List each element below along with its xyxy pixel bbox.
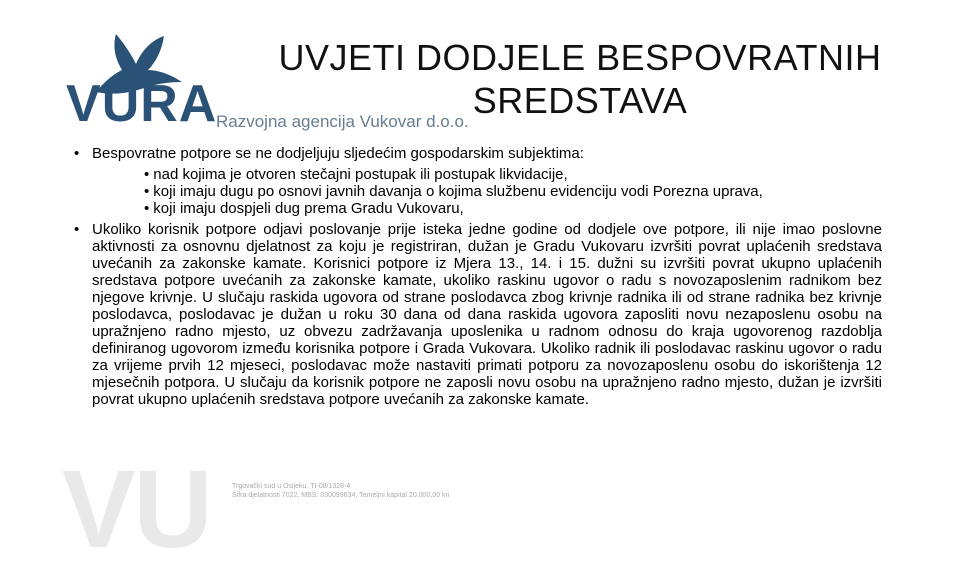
sub-bullet-dot: • — [144, 183, 150, 200]
logo-letters-ra: RA — [140, 75, 218, 133]
bullet-dot: • — [74, 145, 80, 162]
footer-line: Trgovački sud u Osijeku, Tt-08/1328-4 — [232, 483, 351, 490]
sub-bullet-dot: • — [144, 200, 150, 217]
bullet-item — [72, 145, 882, 162]
slide-content — [72, 145, 882, 412]
sub-bullet-item — [92, 200, 882, 217]
slide-title: UVJETI DODJELE BESPOVRATNIH SREDSTAVA — [278, 37, 882, 122]
sub-bullet-dot: • — [144, 166, 150, 183]
sub-bullet-text: koji imaju dospjeli dug prema Gradu Vukovaru, — [153, 200, 464, 217]
bullet-text: Bespovratne potpore se ne dodjeljuju sljedećim gospodarskim subjektima: — [92, 145, 584, 162]
footer-line: Šifra djelatnosti 7022, MBS: 030099634, Temeljni kapital 20.000,00 kn — [232, 492, 450, 499]
logo-letter-v: V — [66, 75, 102, 133]
logo-subtitle: Razvojna agencija Vukovar d.o.o. — [216, 112, 469, 131]
bullet-text: Ukoliko korisnik potpore odjavi poslovanje prije isteka jedne godine od dodjele ove potpore, ili nije imao poslovne aktivnosti za osnovnu djelatnost za koju je registriran, dužan je Gradu Vukovaru izvršiti povrat uplaćenih sredstava uvećanih za zakonske kamate. Korisnici potpore iz Mjera 13., 14. i 15. dužni su izvršiti povrat ukupno uplaćenih sredstava potpore uvećanih za zakonske kamate, ukoliko raskinu ugovor o radu s novozaposlenim radnikom bez njegove krivnje. U slučaju raskida ugovora od strane poslodavca zbog krivnje radnika ili od strane radnika bez krivnje poslodavca, poslodavac je dužan u roku 30 dana od dana raskida ugovora zaposliti novu nezaposlenu osobu na upražnjeno radno mjesto, uz obvezu zadržavanja uposlenika u radnom odnosu do kraja ugovorenog razdoblja definiranog ugovorom između korisnika potpore i Grada Vukovara. Ukoliko radnik ili poslodavac raskinu ugovor o radu za vrijeme prvih 12 mjeseci, poslodavac može nastaviti primati potporu za novozaposlenu osobu do iskorištenja 12 mjesečnih potpora. U slučaju da korisnik potpore ne zaposli novu osobu na upražnjeno radno mjesto, dužan je izvršiti povrat ukupno uplaćenih sredstava potpore uvećanih za zakonske kamate. — [92, 221, 882, 408]
footer-legal-text — [232, 482, 449, 500]
sub-bullet-text: nad kojima je otvoren stečajni postupak ili postupak likvidacije, — [153, 166, 568, 183]
sub-bullet-text: koji imaju dugu po osnovi javnih davanja o kojima službenu evidenciju vodi Porezna uprava, — [153, 183, 763, 200]
sub-bullet-item — [92, 183, 882, 200]
bullet-dot: • — [74, 221, 80, 238]
sub-bullet-item — [92, 166, 882, 183]
bullet-item — [72, 221, 882, 408]
sub-bullet-list — [92, 166, 882, 217]
footer-watermark-logo: VU — [62, 448, 211, 571]
logo-wordmark — [66, 75, 218, 133]
logo-letter-u: U — [101, 75, 141, 133]
